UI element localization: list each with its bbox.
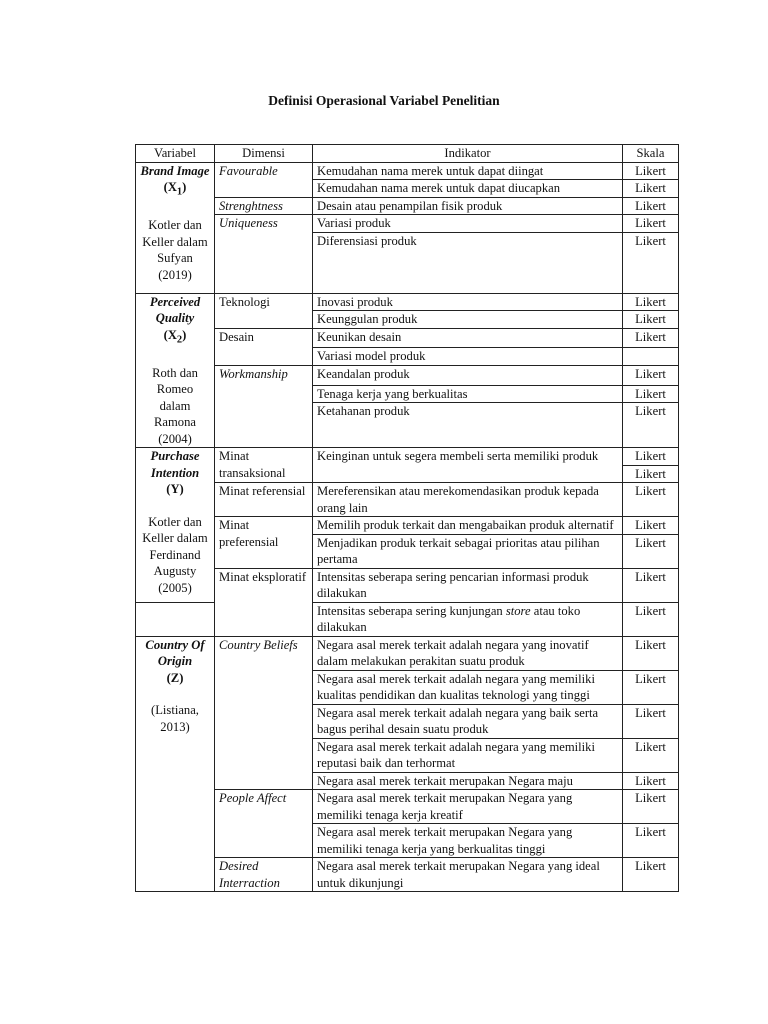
table-row (136, 568, 679, 602)
table-row (136, 448, 679, 466)
scale-cell: Likert (623, 215, 679, 233)
scale-cell: Likert (623, 162, 679, 180)
indicator-cell: Variasi produk (313, 215, 623, 233)
indicator-cell: Kemudahan nama merek untuk dapat diucapkan (313, 180, 623, 198)
indicator-cell: Negara asal merek terkait merupakan Negara yang memiliki tenaga kerja kreatif (313, 790, 623, 824)
scale-cell: Likert (623, 670, 679, 704)
variable-cell-brand-image (136, 162, 215, 293)
dimension-cell: Uniqueness (215, 215, 313, 294)
dimension-cell: Desired Interraction (215, 858, 313, 892)
scale-cell: Likert (623, 448, 679, 466)
table-row (136, 293, 679, 311)
scale-cell: Likert (623, 465, 679, 483)
scale-cell: Likert (623, 403, 679, 448)
dimension-cell: Minat preferensial (215, 517, 313, 569)
table-row (136, 197, 679, 215)
scale-cell: Likert (623, 365, 679, 385)
indicator-cell: Negara asal merek terkait merupakan Negara yang ideal untuk dikunjungi (313, 858, 623, 892)
scale-cell: Likert (623, 385, 679, 403)
page-title: Definisi Operasional Variabel Penelitian (268, 93, 500, 108)
variable-cell-perceived-quality (136, 293, 215, 448)
table-row (136, 483, 679, 517)
dimension-cell: People Affect (215, 790, 313, 858)
table-header-row (136, 145, 679, 163)
indicator-cell: Ketahanan produk (313, 403, 623, 448)
table-row (136, 790, 679, 824)
indicator-cell: Keandalan produk (313, 365, 623, 385)
indicator-cell: Variasi model produk (313, 348, 623, 366)
dimension-cell: Teknologi (215, 293, 313, 328)
indicator-cell: Keinginan untuk segera membeli serta memiliki produk (313, 448, 623, 483)
table-row (136, 365, 679, 385)
table-row (136, 162, 679, 180)
indicator-cell: Keunikan desain (313, 328, 623, 348)
variable-source: (Listiana, 2013) (151, 703, 199, 734)
table-row (136, 517, 679, 535)
dimension-cell: Minat transaksional (215, 448, 313, 483)
dimension-cell: Favourable (215, 162, 313, 197)
header-skala: Skala (623, 145, 679, 163)
variable-source: Roth dan Romeo dalam Ramona (2004) (152, 365, 198, 446)
scale-cell: Likert (623, 738, 679, 772)
variable-name: Purchase Intention (Y) (150, 449, 200, 497)
dimension-cell: Workmanship (215, 365, 313, 447)
indicator-cell: Desain atau penampilan fisik produk (313, 197, 623, 215)
scale-cell: Likert (623, 232, 679, 293)
scale-cell: Likert (623, 568, 679, 602)
scale-cell: Likert (623, 311, 679, 329)
scale-cell: Likert (623, 636, 679, 670)
indicator-cell: Memilih produk terkait dan mengabaikan produk alternatif (313, 517, 623, 535)
table-row (136, 858, 679, 892)
variable-source: Kotler dan Keller dalam Sufyan (2019) (142, 218, 208, 282)
variable-cell-blank (136, 602, 215, 636)
indicator-cell: Tenaga kerja yang berkualitas (313, 385, 623, 403)
indicator-cell: Menjadikan produk terkait sebagai prioritas atau pilihan pertama (313, 534, 623, 568)
header-dimensi: Dimensi (215, 145, 313, 163)
indicator-cell: Negara asal merek terkait merupakan Negara maju (313, 772, 623, 790)
variable-cell-purchase-intention (136, 448, 215, 603)
variable-source: Kotler dan Keller dalam Ferdinand Augusty (2005) (142, 514, 208, 595)
indicator-cell: Keunggulan produk (313, 311, 623, 329)
indicator-cell: Mereferensikan atau merekomendasikan produk kepada orang lain (313, 483, 623, 517)
dimension-cell: Strenghtness (215, 197, 313, 215)
indicator-cell: Kemudahan nama merek untuk dapat diingat (313, 162, 623, 180)
dimension-cell: Minat eksploratif (215, 568, 313, 636)
indicator-cell: Diferensiasi produk (313, 232, 623, 293)
header-variabel: Variabel (136, 145, 215, 163)
operational-definition-table (135, 144, 679, 892)
scale-cell: Likert (623, 602, 679, 636)
scale-cell: Likert (623, 772, 679, 790)
scale-cell: Likert (623, 180, 679, 198)
dimension-cell: Minat referensial (215, 483, 313, 517)
scale-cell: Likert (623, 197, 679, 215)
scale-cell: Likert (623, 483, 679, 517)
scale-cell: Likert (623, 293, 679, 311)
scale-cell: Likert (623, 858, 679, 892)
variable-name: Perceived Quality $(X_2)$ (149, 294, 201, 346)
table-row (136, 328, 679, 348)
scale-cell: Likert (623, 328, 679, 348)
variable-name: Country Of Origin (Z) (145, 637, 205, 685)
indicator-cell: Intensitas seberapa sering pencarian informasi produk dilakukan (313, 568, 623, 602)
scale-cell: Likert (623, 824, 679, 858)
scale-cell: Likert (623, 790, 679, 824)
header-indikator: Indikator (313, 145, 623, 163)
dimension-cell: Desain (215, 328, 313, 365)
indicator-cell: Negara asal merek terkait adalah negara yang memiliki kualitas pendidikan dan kualitas teknologi yang tinggi (313, 670, 623, 704)
scale-cell: Likert (623, 534, 679, 568)
indicator-cell: Negara asal merek terkait adalah negara yang memiliki reputasi baik dan terhormat (313, 738, 623, 772)
indicator-cell: Negara asal merek terkait adalah negara yang baik serta bagus perihal desain suatu produk (313, 704, 623, 738)
indicator-cell: Negara asal merek terkait adalah negara yang inovatif dalam melakukan perakitan suatu produk (313, 636, 623, 670)
indicator-cell: Intensitas seberapa sering kunjungan store atau toko dilakukan (313, 602, 623, 636)
table-row (136, 636, 679, 670)
scale-cell: Likert (623, 704, 679, 738)
dimension-cell: Country Beliefs (215, 636, 313, 790)
variable-cell-country-of-origin (136, 636, 215, 892)
table-row (136, 215, 679, 233)
variable-name: Brand Image $(X_1)$ (140, 163, 210, 198)
indicator-cell: Inovasi produk (313, 293, 623, 311)
scale-cell: Likert (623, 517, 679, 535)
indicator-cell: Negara asal merek terkait merupakan Negara yang memiliki tenaga kerja yang berkualitas tinggi (313, 824, 623, 858)
scale-cell (623, 348, 679, 366)
